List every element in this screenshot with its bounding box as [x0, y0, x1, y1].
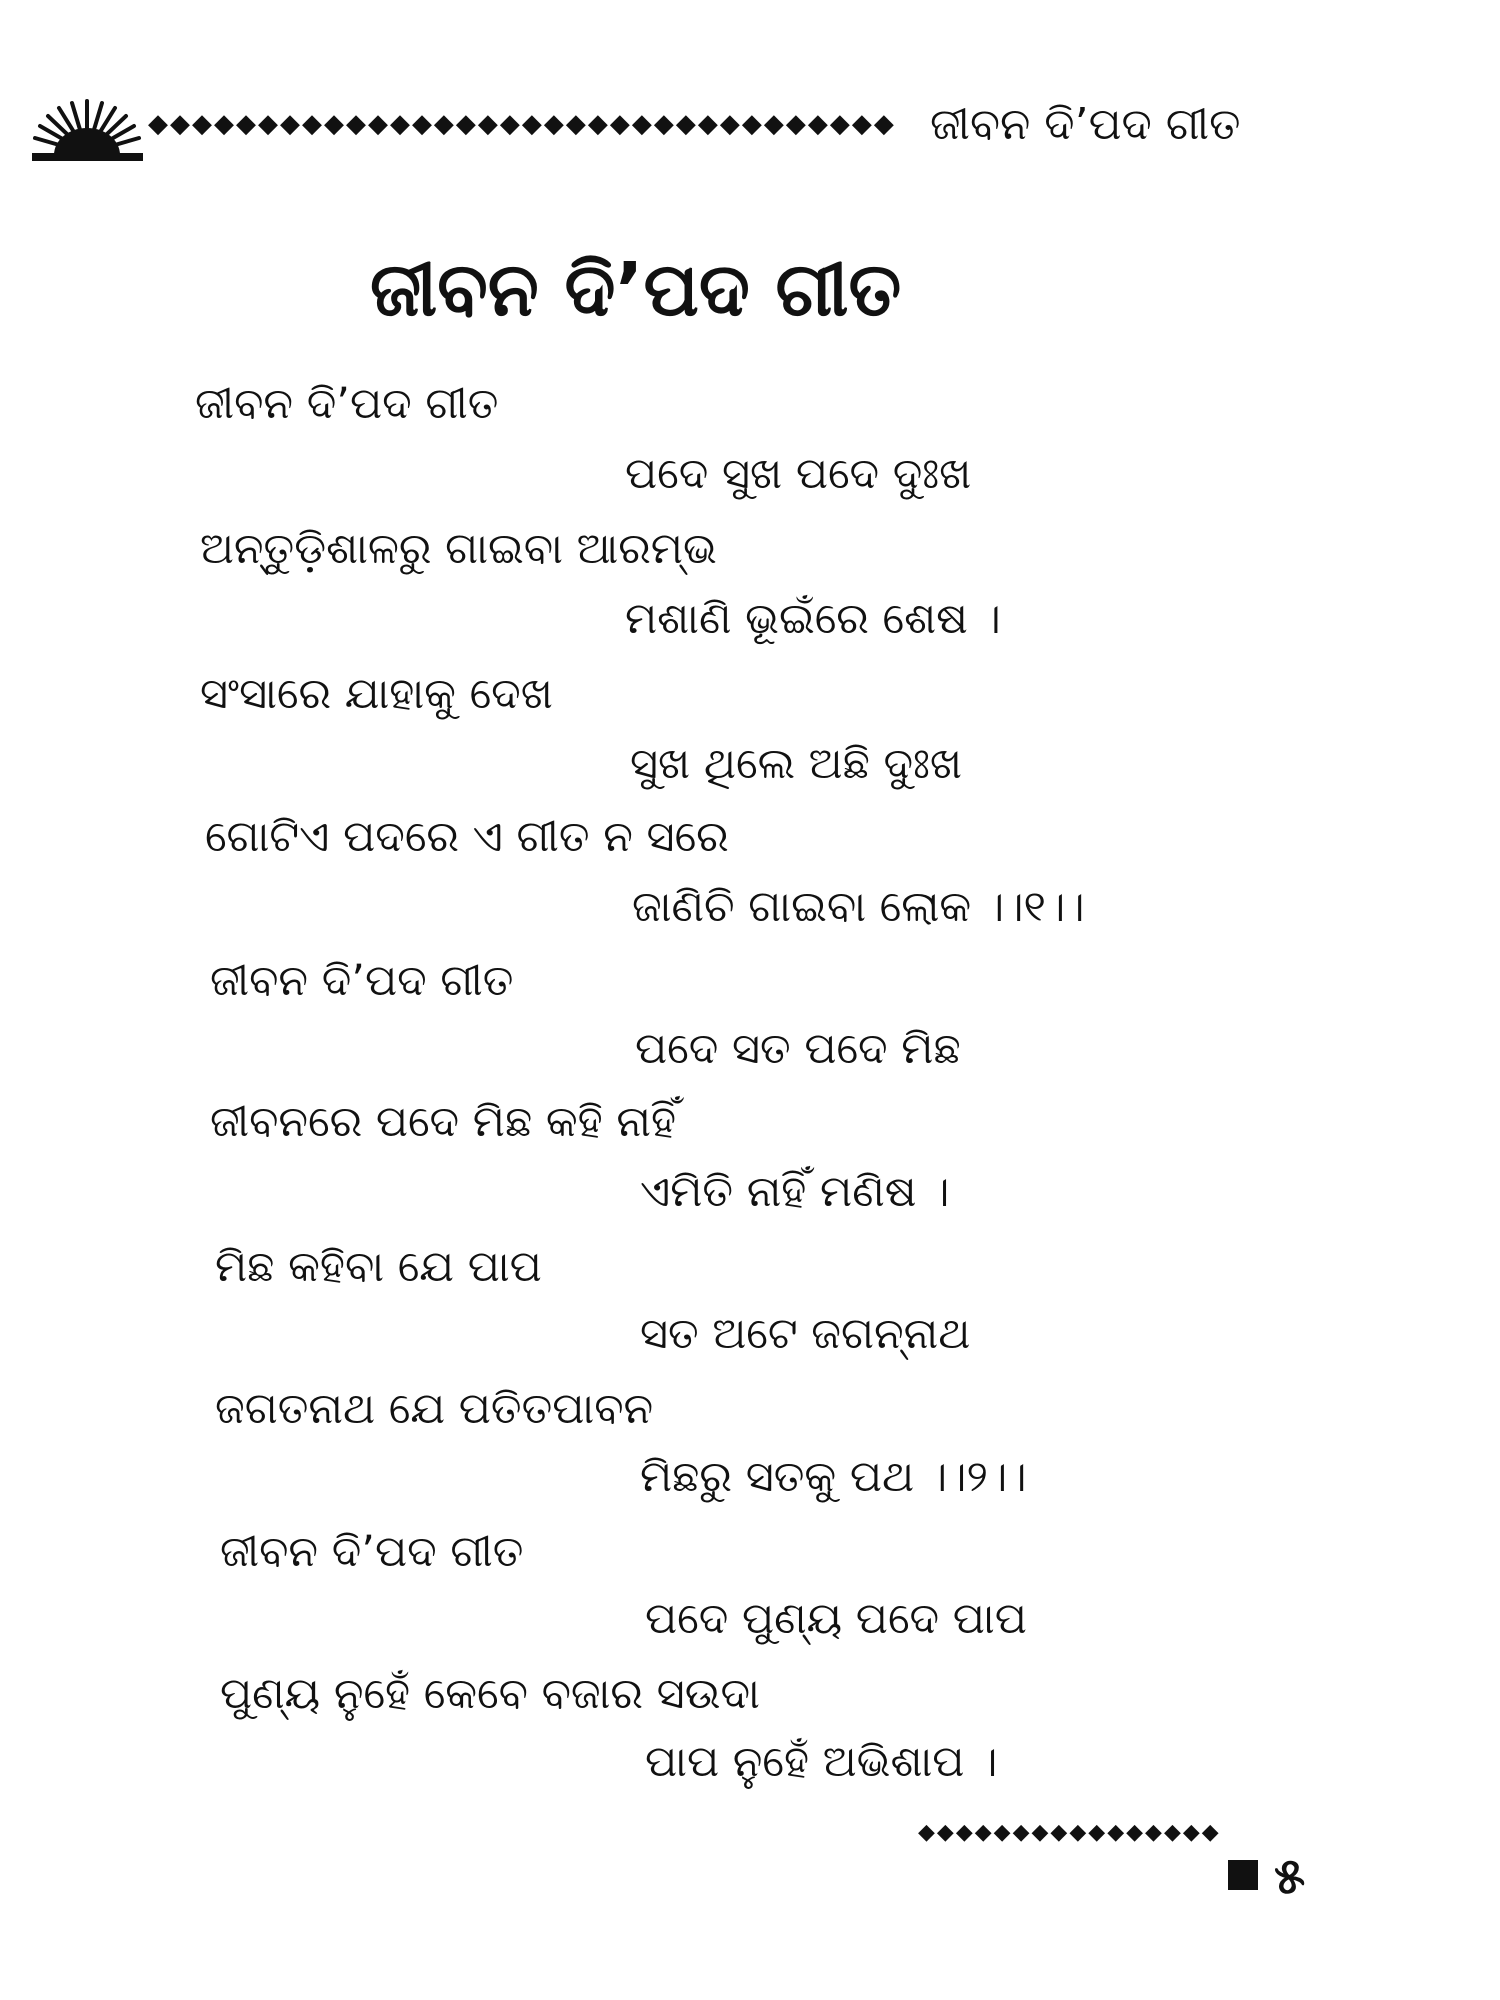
poem-line: ଅନ୍ତୁଡ଼ିଶାଳରୁ ଗାଇବା ଆରମ୍ଭ — [200, 524, 717, 574]
square-marker-icon — [1228, 1860, 1258, 1890]
poem-line: ମଶାଣି ଭୂଇଁରେ ଶେଷ । — [625, 594, 1001, 644]
poem-line: ଜଗତନାଥ ଯେ ପତିତପାବନ — [215, 1384, 654, 1434]
poem-line: ସୁଖ ଥିଲେ ଅଛି ଦୁଃଖ — [630, 739, 962, 789]
poem-line: ମିଛରୁ ସତକୁ ପଥ ।।୨।। — [640, 1452, 1027, 1502]
page-number: ୫ — [1274, 1847, 1306, 1905]
poem-line: ଜୀବନ ଦି’ପଦ ଗୀତ — [210, 956, 514, 1006]
poem-line: ପଦେ ସତ ପଦେ ମିଛ — [635, 1024, 961, 1074]
header-dot-leader: ◆◆◆◆◆◆◆◆◆◆◆◆◆◆◆◆◆◆◆◆◆◆◆◆◆◆◆◆◆◆◆◆◆◆ — [148, 109, 896, 139]
poem-line: ପୁଣ୍ୟ ନୁହେଁ କେବେ ବଜାର ସଉଦା — [220, 1669, 760, 1719]
running-title: ଜୀବନ ଦି’ପଦ ଗୀତ — [930, 99, 1241, 150]
poem-line: ମିଛ କହିବା ଯେ ପାପ — [215, 1242, 542, 1292]
poem-line: ଜୀବନରେ ପଦେ ମିଛ କହି ନାହିଁ — [210, 1097, 677, 1147]
poem-line: ସଂସାରେ ଯାହାକୁ ଦେଖ — [200, 669, 553, 719]
poem-line: ଜୀବନ ଦି’ପଦ ଗୀତ — [195, 379, 499, 429]
poem-line: ଏମିତି ନାହିଁ ମଣିଷ । — [640, 1167, 950, 1217]
poem-line: ଜୀବନ ଦି’ପଦ ଗୀତ — [220, 1527, 524, 1577]
poem-line: ପାପ ନୁହେଁ ଅଭିଶାପ । — [645, 1737, 998, 1787]
page-title: ଜୀବନ ଦି’ପଦ ଗୀତ — [370, 247, 902, 333]
poem-line: ପଦେ ପୁଣ୍ୟ ପଦେ ପାପ — [645, 1594, 1027, 1644]
poem-line: ପଦେ ସୁଖ ପଦେ ଦୁଃଖ — [625, 449, 972, 499]
poem-line: ସତ ଅଟେ ଜଗନ୍ନାଥ — [640, 1309, 971, 1359]
poem-line: ଗୋଟିଏ ପଦରେ ଏ ଗୀତ ନ ସରେ — [205, 812, 729, 862]
poem-line: ଜାଣିଚି ଗାଇବା ଲୋକ ।।୧।। — [632, 882, 1085, 932]
footer-dot-leader: ◆◆◆◆◆◆◆◆◆◆◆◆◆◆◆◆ — [918, 1820, 1221, 1845]
